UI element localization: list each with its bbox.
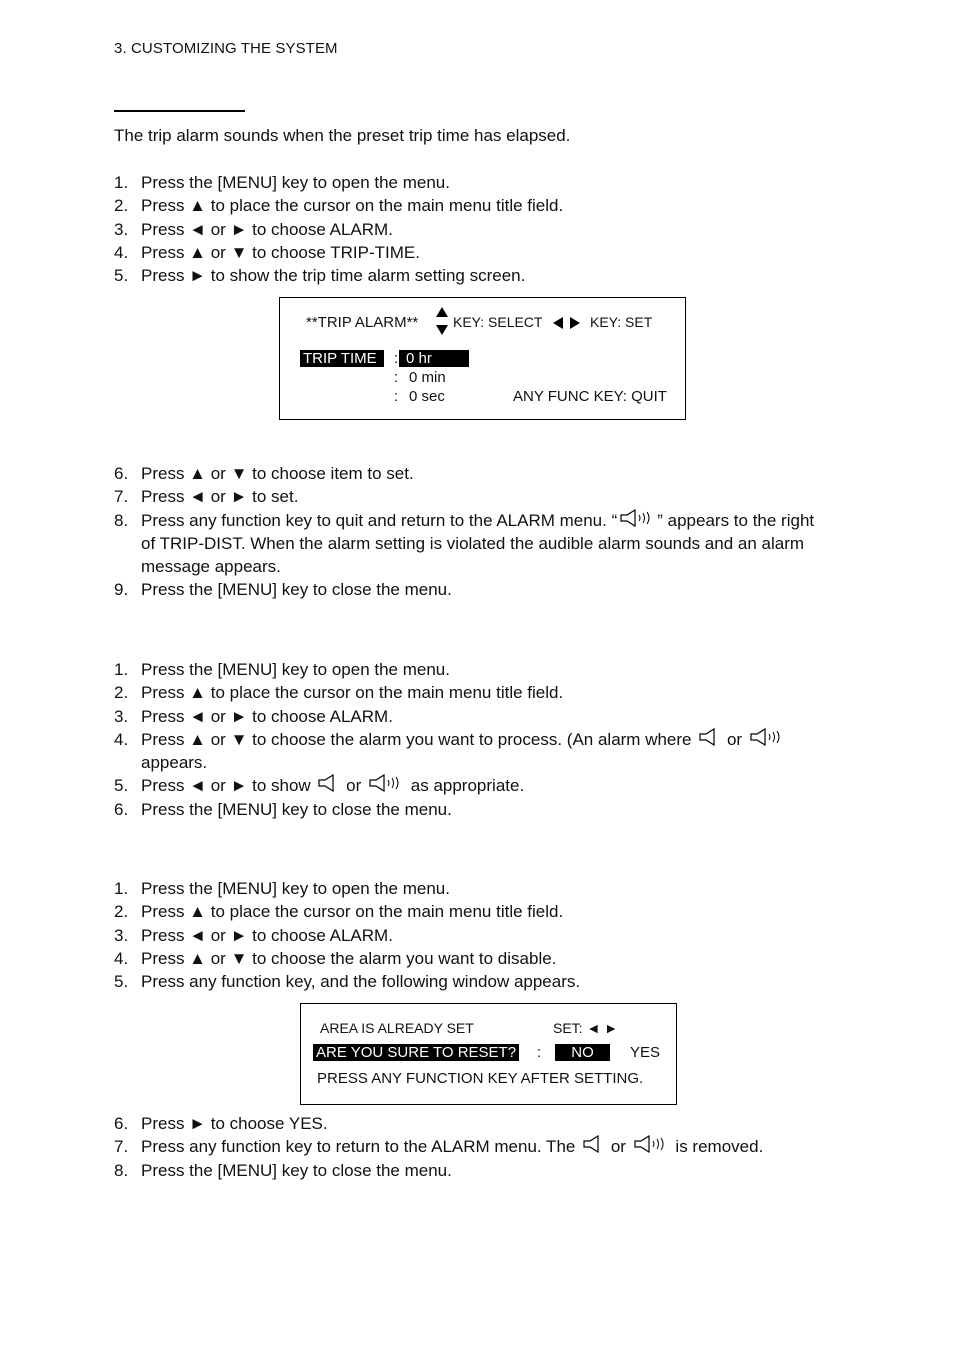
- list-item: 5. Press ► to show the trip time alarm setting screen.: [114, 266, 526, 286]
- list-item: 3. Press ◄ or ► to choose ALARM.: [114, 219, 393, 239]
- up-down-arrow-icon: [435, 306, 449, 336]
- intro-text: The trip alarm sounds when the preset trip time has elapsed.: [114, 126, 571, 145]
- quit-hint: ANY FUNC KEY: QUIT: [513, 388, 667, 405]
- select-hint: KEY: SELECT: [453, 314, 543, 330]
- list-item: 3. Press ◄ or ► to choose ALARM.: [114, 706, 393, 726]
- trip-time-field-label: TRIP TIME: [300, 350, 384, 367]
- list-item: 8. Press the [MENU] key to close the menu.: [114, 1160, 452, 1180]
- procedure-list-4: [114, 877, 580, 993]
- set-hint: SET: ◄ ►: [553, 1020, 619, 1036]
- minutes-value[interactable]: 0 min: [409, 369, 446, 386]
- speaker-icon: [582, 1135, 604, 1153]
- list-item: 6. Press ▲ or ▼ to choose item to set.: [114, 464, 414, 483]
- speaker-with-sound-icon: [633, 1135, 669, 1153]
- list-item: 6. Press ► to choose YES.: [114, 1114, 328, 1133]
- seconds-value[interactable]: 0 sec: [409, 388, 445, 405]
- procedure-list-1: [114, 171, 563, 287]
- list-item: 7. Press ◄ or ► to set.: [114, 487, 299, 507]
- speaker-icon: [698, 728, 720, 746]
- list-item: 4. Press ▲ or ▼ to choose TRIP-TIME.: [114, 242, 420, 262]
- speaker-with-sound-icon: [368, 774, 404, 792]
- procedure-list-5: [114, 1112, 763, 1182]
- no-option[interactable]: NO: [555, 1044, 610, 1061]
- set-hint: KEY: SET: [590, 314, 653, 330]
- section-rule: [114, 110, 245, 112]
- hours-value[interactable]: 0 hr: [399, 350, 469, 367]
- list-item: 1. Press the [MENU] key to open the menu.: [114, 660, 450, 679]
- reset-confirm-window: [300, 1003, 677, 1105]
- colon: :: [394, 369, 399, 386]
- list-item: 3. Press ◄ or ► to choose ALARM.: [114, 925, 393, 945]
- list-item: 2. Press ▲ to place the cursor on the main menu title field.: [114, 902, 564, 922]
- list-item: 1. Press the [MENU] key to open the menu.: [114, 879, 450, 898]
- procedure-list-2: [114, 462, 814, 602]
- list-item: 5. Press any function key, and the following window appears.: [114, 972, 581, 992]
- area-set-message: AREA IS ALREADY SET: [320, 1020, 474, 1036]
- colon: :: [537, 1044, 542, 1061]
- list-item: 7. Press any function key to return to the ALARM menu. The or is removed.: [114, 1137, 764, 1157]
- page-header: 3. CUSTOMIZING THE SYSTEM: [114, 40, 338, 57]
- speaker-icon: [317, 774, 339, 792]
- list-item: 1. Press the [MENU] key to open the menu.: [114, 173, 450, 192]
- yes-option[interactable]: YES: [630, 1044, 661, 1061]
- colon: :: [394, 350, 399, 367]
- trip-alarm-title: **TRIP ALARM**: [306, 314, 419, 331]
- list-item: 8. Press any function key to quit and return to the ALARM menu. “ ” appears to the right of TRIP-DIST. When the alarm setting is violated the audible alarm sounds and an alarm message appears.: [114, 510, 815, 577]
- speaker-with-sound-icon: [619, 509, 655, 527]
- trip-alarm-screen: [279, 297, 686, 420]
- list-item: 6. Press the [MENU] key to close the menu.: [114, 799, 452, 819]
- reset-question: ARE YOU SURE TO RESET?: [313, 1044, 519, 1061]
- procedure-list-3: [114, 658, 787, 821]
- colon: :: [394, 388, 399, 405]
- speaker-with-sound-icon: [749, 728, 785, 746]
- list-item: 4. Press ▲ or ▼ to choose the alarm you want to disable.: [114, 948, 557, 968]
- left-right-arrow-icon: [552, 316, 582, 330]
- footer-instruction: PRESS ANY FUNCTION KEY AFTER SETTING.: [317, 1070, 644, 1087]
- list-item: 4. Press ▲ or ▼ to choose the alarm you want to process. (An alarm where or appears.: [114, 728, 787, 775]
- list-item: 9. Press the [MENU] key to close the menu.: [114, 580, 452, 600]
- list-item: 5. Press ◄ or ► to show or as appropriate.: [114, 776, 525, 796]
- list-item: 2. Press ▲ to place the cursor on the main menu title field.: [114, 683, 564, 703]
- list-item: 2. Press ▲ to place the cursor on the main menu title field.: [114, 196, 564, 216]
